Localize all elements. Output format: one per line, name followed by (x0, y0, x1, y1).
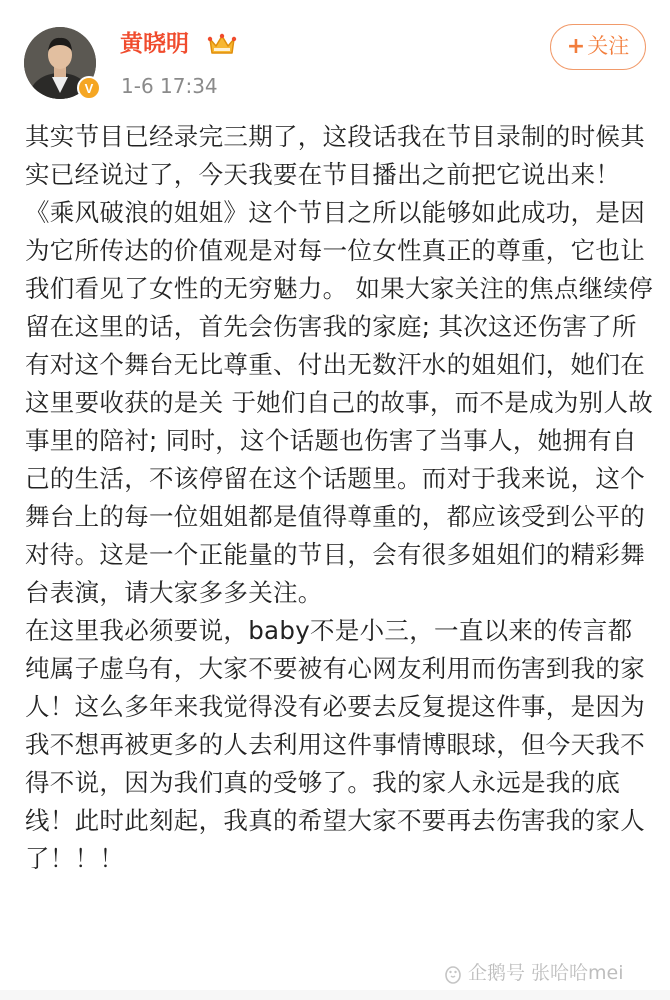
watermark (442, 959, 624, 987)
username[interactable]: 黄晓明 (120, 31, 189, 57)
penguin-logo-icon (442, 963, 464, 985)
watermark-text: 企鹅号 张哈哈mei (468, 962, 624, 984)
post-header (0, 0, 670, 110)
follow-label: 关注 (587, 34, 630, 58)
verified-badge-icon (77, 76, 101, 100)
crown-icon[interactable] (207, 33, 237, 57)
post-paragraph-2: 在这里我必须要说，baby不是小三，一直以来的传言都纯属子虚乌有，大家不要被有心网友利用而伤害到我的家人！这么多年来我觉得没有必要去反复提这件事，是因为我不想再被更多的人去利用这件事情博眼球，但今天我不得不说，因为我们真的受够了。我的家人永远是我的底线！此时此刻起，我真的希望大家不要再去伤害我的家人了！！！ (25, 616, 645, 873)
svg-text:V: V (84, 81, 94, 96)
post-timestamp: 1-6 17:34 (121, 74, 218, 98)
bottom-bar (0, 990, 670, 1000)
post-content (25, 118, 655, 878)
plus-icon: + (566, 34, 586, 59)
post-paragraph-1: 其实节目已经录完三期了，这段话我在节目录制的时候其实已经说过了，今天我要在节目播出之前把它说出来！《乘风破浪的姐姐》这个节目之所以能够如此成功，是因为它所传达的价值观是对每一位女性真正的尊重，它也让我们看见了女性的无穷魅力。 如果大家关注的焦点继续停留在这里的话，首先会伤害我的家庭; 其次这还伤害了所有对这个舞台无比尊重、付出无数汗水的姐姐们，她们在这里要收获的是关 于她们自己的故事，而不是成为别人故事里的陪衬; 同时，这个话题也伤害了当事人，她拥有自己的生活，不该停留在这个话题里。而对于我来说，这个舞台上的每一位姐姐都是值得尊重的，都应该受到公平的对待。这是一个正能量的节目，会有很多姐姐们的精彩舞台表演，请大家多多关注。 (25, 122, 654, 607)
follow-button[interactable] (550, 24, 646, 70)
